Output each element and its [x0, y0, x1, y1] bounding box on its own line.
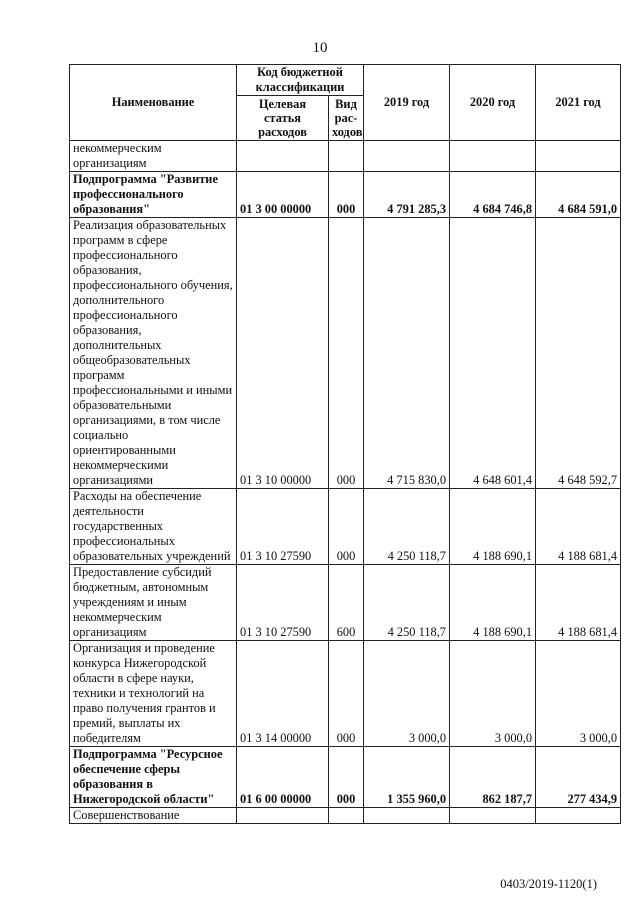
page-number: 10 [312, 40, 328, 56]
header-name: Наименование [70, 65, 237, 141]
row-2020-cell [450, 808, 536, 824]
row-expense-type-cell: 000 [329, 641, 364, 747]
row-2019-cell: 4 250 118,7 [364, 565, 450, 641]
row-2019-cell: 4 791 285,3 [364, 172, 450, 218]
table-row [70, 141, 621, 172]
row-target-item-cell: 01 6 00 00000 [237, 747, 329, 808]
row-2020-cell: 3 000,0 [450, 641, 536, 747]
table-header [70, 65, 621, 141]
row-name-cell: Расходы на обеспечение деятельности государственных профессиональных образовательных учреждений [70, 489, 237, 565]
row-target-item-cell: 01 3 10 27590 [237, 565, 329, 641]
header-expense-type: Вид рас-ходов [329, 96, 364, 141]
row-target-item-cell [237, 808, 329, 824]
row-2019-cell: 4 250 118,7 [364, 489, 450, 565]
header-code-group: Код бюджетной классификации [237, 65, 364, 96]
row-name-cell: Организация и проведение конкурса Нижегородской области в сфере науки, техники и технологий на право получения грантов и премий, выплаты их победителям [70, 641, 237, 747]
row-2021-cell: 4 188 681,4 [536, 489, 621, 565]
table-body [70, 141, 621, 824]
row-2020-cell [450, 141, 536, 172]
row-2019-cell: 1 355 960,0 [364, 747, 450, 808]
table-row [70, 489, 621, 565]
row-2020-cell: 4 188 690,1 [450, 565, 536, 641]
row-2021-cell: 4 188 681,4 [536, 565, 621, 641]
row-expense-type-cell: 000 [329, 172, 364, 218]
row-target-item-cell [237, 141, 329, 172]
table-row [70, 172, 621, 218]
header-year-2019: 2019 год [364, 65, 450, 141]
row-name-cell: Реализация образовательных программ в сфере профессионального образования, профессионального обучения, дополнительного профессионального образования, дополнительных общеобразовательных программ профессиональными и иными образовательными организациями, в том числе социально ориентированными некоммерческими организациями [70, 218, 237, 489]
row-expense-type-cell [329, 141, 364, 172]
row-2020-cell: 4 684 746,8 [450, 172, 536, 218]
header-year-2020: 2020 год [450, 65, 536, 141]
row-target-item-cell: 01 3 00 00000 [237, 172, 329, 218]
row-target-item-cell: 01 3 10 27590 [237, 489, 329, 565]
row-2021-cell: 4 684 591,0 [536, 172, 621, 218]
row-2021-cell [536, 141, 621, 172]
row-target-item-cell: 01 3 14 00000 [237, 641, 329, 747]
row-target-item-cell: 01 3 10 00000 [237, 218, 329, 489]
row-expense-type-cell: 000 [329, 489, 364, 565]
row-2020-cell: 4 188 690,1 [450, 489, 536, 565]
row-expense-type-cell [329, 808, 364, 824]
row-2021-cell: 3 000,0 [536, 641, 621, 747]
table-row [70, 808, 621, 824]
table-row [70, 565, 621, 641]
row-2019-cell [364, 141, 450, 172]
row-2020-cell: 4 648 601,4 [450, 218, 536, 489]
table-row [70, 747, 621, 808]
budget-table [69, 64, 621, 824]
row-expense-type-cell: 600 [329, 565, 364, 641]
row-2021-cell [536, 808, 621, 824]
row-name-cell: Совершенствование [70, 808, 237, 824]
row-name-cell: некоммерческим организациям [70, 141, 237, 172]
row-expense-type-cell: 000 [329, 218, 364, 489]
header-target-item: Целевая статья расходов [237, 96, 329, 141]
row-2019-cell [364, 808, 450, 824]
row-2019-cell: 3 000,0 [364, 641, 450, 747]
table-row [70, 218, 621, 489]
row-2021-cell: 4 648 592,7 [536, 218, 621, 489]
row-name-cell: Подпрограмма "Развитие профессионального образования" [70, 172, 237, 218]
table-row [70, 641, 621, 747]
row-expense-type-cell: 000 [329, 747, 364, 808]
row-2020-cell: 862 187,7 [450, 747, 536, 808]
form-number: 0403/2019-1120(1) [500, 877, 597, 891]
row-2019-cell: 4 715 830,0 [364, 218, 450, 489]
row-name-cell: Подпрограмма "Ресурсное обеспечение сферы образования в Нижегородской области" [70, 747, 237, 808]
row-2021-cell: 277 434,9 [536, 747, 621, 808]
row-name-cell: Предоставление субсидий бюджетным, автономным учреждениям и иным некоммерческим организациям [70, 565, 237, 641]
header-year-2021: 2021 год [536, 65, 621, 141]
